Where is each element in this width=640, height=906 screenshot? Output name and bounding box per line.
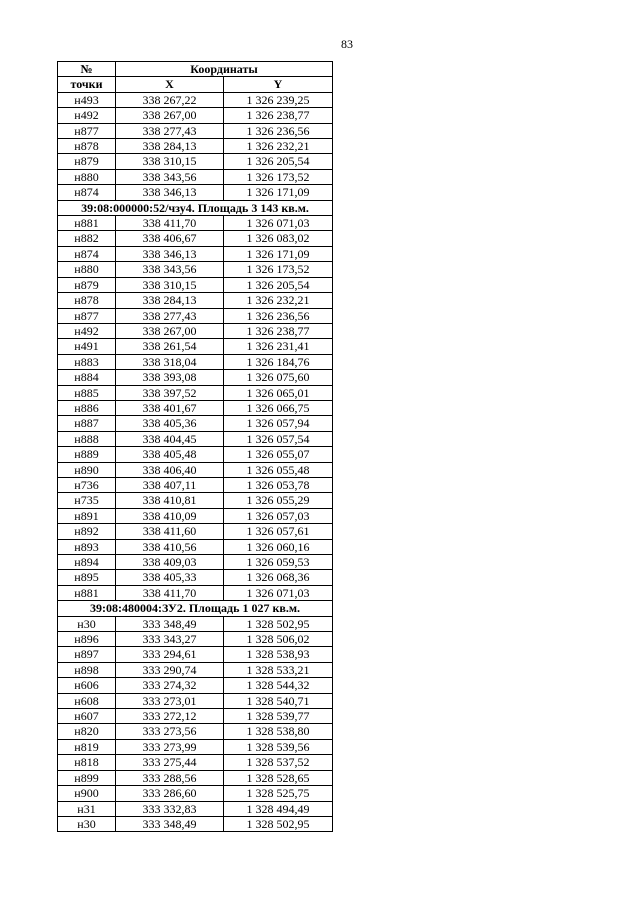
point-id-cell: н889	[58, 447, 116, 462]
x-coordinate-cell: 338 405,36	[116, 416, 224, 431]
y-coordinate-cell: 1 328 533,21	[224, 662, 333, 677]
point-id-cell: н491	[58, 339, 116, 354]
table-header	[58, 62, 333, 93]
table-row	[58, 447, 333, 462]
y-coordinate-cell: 1 326 055,07	[224, 447, 333, 462]
table-row	[58, 508, 333, 523]
table-row	[58, 108, 333, 123]
table-row	[58, 92, 333, 107]
table-row	[58, 400, 333, 415]
table-row	[58, 693, 333, 708]
x-coordinate-cell: 338 284,13	[116, 139, 224, 154]
point-id-cell: н820	[58, 724, 116, 739]
table-row	[58, 416, 333, 431]
y-coordinate-cell: 1 328 537,52	[224, 755, 333, 770]
x-coordinate-cell: 338 277,43	[116, 123, 224, 138]
y-coordinate-cell: 1 326 057,54	[224, 431, 333, 446]
y-coordinate-cell: 1 326 083,02	[224, 231, 333, 246]
section-row	[58, 601, 333, 616]
y-coordinate-cell: 1 328 539,56	[224, 739, 333, 754]
x-coordinate-cell: 338 393,08	[116, 370, 224, 385]
point-id-cell: н877	[58, 308, 116, 323]
y-coordinate-cell: 1 326 068,36	[224, 570, 333, 585]
x-coordinate-cell: 333 294,61	[116, 647, 224, 662]
table-row	[58, 616, 333, 631]
table-row	[58, 277, 333, 292]
x-coordinate-cell: 338 346,13	[116, 246, 224, 261]
x-coordinate-cell: 333 275,44	[116, 755, 224, 770]
x-coordinate-cell: 338 343,56	[116, 262, 224, 277]
y-coordinate-cell: 1 328 502,95	[224, 816, 333, 831]
point-id-cell: н890	[58, 462, 116, 477]
point-id-cell: н888	[58, 431, 116, 446]
point-id-cell: н877	[58, 123, 116, 138]
table-row	[58, 323, 333, 338]
y-coordinate-cell: 1 328 538,80	[224, 724, 333, 739]
y-coordinate-cell: 1 328 540,71	[224, 693, 333, 708]
y-coordinate-cell: 1 326 232,21	[224, 139, 333, 154]
point-id-cell: н896	[58, 632, 116, 647]
x-coordinate-cell: 338 261,54	[116, 339, 224, 354]
y-coordinate-cell: 1 326 171,09	[224, 185, 333, 200]
x-coordinate-cell: 333 273,99	[116, 739, 224, 754]
x-coordinate-cell: 338 310,15	[116, 154, 224, 169]
x-coordinate-cell: 338 401,67	[116, 400, 224, 415]
header-row-top	[58, 62, 333, 77]
point-id-cell: н818	[58, 755, 116, 770]
table-row	[58, 216, 333, 231]
y-coordinate-cell: 1 326 173,52	[224, 262, 333, 277]
point-number-header: №	[58, 62, 116, 77]
x-coordinate-cell: 333 273,56	[116, 724, 224, 739]
table-row	[58, 477, 333, 492]
table-row	[58, 385, 333, 400]
x-coordinate-cell: 333 272,12	[116, 709, 224, 724]
x-coordinate-cell: 338 411,60	[116, 524, 224, 539]
x-coordinate-cell: 333 343,27	[116, 632, 224, 647]
x-coordinate-cell: 338 406,67	[116, 231, 224, 246]
y-column-header: Y	[224, 77, 333, 92]
x-coordinate-cell: 338 406,40	[116, 462, 224, 477]
point-id-cell: н878	[58, 293, 116, 308]
point-id-cell: н898	[58, 662, 116, 677]
point-id-cell: н735	[58, 493, 116, 508]
table-row	[58, 647, 333, 662]
point-id-cell: н492	[58, 323, 116, 338]
point-id-cell: н606	[58, 678, 116, 693]
point-id-cell: н608	[58, 693, 116, 708]
y-coordinate-cell: 1 328 538,93	[224, 647, 333, 662]
point-id-cell: н893	[58, 539, 116, 554]
table-row	[58, 354, 333, 369]
x-coordinate-cell: 338 343,56	[116, 169, 224, 184]
table-row	[58, 539, 333, 554]
table-row	[58, 801, 333, 816]
point-id-cell: н878	[58, 139, 116, 154]
coordinates-table	[57, 61, 333, 832]
x-coordinate-cell: 338 346,13	[116, 185, 224, 200]
table-body	[58, 92, 333, 832]
y-coordinate-cell: 1 326 236,56	[224, 123, 333, 138]
point-id-cell: н900	[58, 786, 116, 801]
table-row	[58, 339, 333, 354]
y-coordinate-cell: 1 326 236,56	[224, 308, 333, 323]
y-coordinate-cell: 1 328 539,77	[224, 709, 333, 724]
coordinates-header: Координаты	[116, 62, 333, 77]
point-id-cell: н736	[58, 477, 116, 492]
table-row	[58, 293, 333, 308]
x-coordinate-cell: 338 405,33	[116, 570, 224, 585]
point-id-cell: н31	[58, 801, 116, 816]
table-row	[58, 169, 333, 184]
point-id-cell: н881	[58, 585, 116, 600]
x-coordinate-cell: 338 318,04	[116, 354, 224, 369]
point-id-cell: н880	[58, 169, 116, 184]
y-coordinate-cell: 1 326 055,29	[224, 493, 333, 508]
point-id-cell: н895	[58, 570, 116, 585]
y-coordinate-cell: 1 326 171,09	[224, 246, 333, 261]
x-coordinate-cell: 333 332,83	[116, 801, 224, 816]
table-row	[58, 370, 333, 385]
y-coordinate-cell: 1 326 238,77	[224, 323, 333, 338]
x-coordinate-cell: 333 286,60	[116, 786, 224, 801]
table-row	[58, 709, 333, 724]
y-coordinate-cell: 1 328 544,32	[224, 678, 333, 693]
point-id-cell: н607	[58, 709, 116, 724]
y-coordinate-cell: 1 328 506,02	[224, 632, 333, 647]
point-id-cell: н899	[58, 770, 116, 785]
y-coordinate-cell: 1 326 075,60	[224, 370, 333, 385]
x-coordinate-cell: 338 405,48	[116, 447, 224, 462]
x-coordinate-cell: 338 411,70	[116, 585, 224, 600]
y-coordinate-cell: 1 326 071,03	[224, 216, 333, 231]
table-row	[58, 431, 333, 446]
x-coordinate-cell: 338 267,22	[116, 92, 224, 107]
x-coordinate-cell: 338 409,03	[116, 555, 224, 570]
table-row	[58, 524, 333, 539]
y-coordinate-cell: 1 326 057,94	[224, 416, 333, 431]
table-row	[58, 231, 333, 246]
point-id-cell: н879	[58, 154, 116, 169]
y-coordinate-cell: 1 326 059,53	[224, 555, 333, 570]
table-row	[58, 678, 333, 693]
x-coordinate-cell: 333 348,49	[116, 616, 224, 631]
y-coordinate-cell: 1 326 057,03	[224, 508, 333, 523]
section-title: 39:08:000000:52/чзу4. Площадь 3 143 кв.м.	[58, 200, 333, 215]
point-id-cell: н874	[58, 185, 116, 200]
x-coordinate-cell: 338 404,45	[116, 431, 224, 446]
table-row	[58, 462, 333, 477]
point-id-cell: н30	[58, 816, 116, 831]
table-row	[58, 662, 333, 677]
point-id-cell: н819	[58, 739, 116, 754]
y-coordinate-cell: 1 326 065,01	[224, 385, 333, 400]
page-number: 83	[341, 37, 353, 51]
table-row	[58, 816, 333, 831]
y-coordinate-cell: 1 328 528,65	[224, 770, 333, 785]
x-coordinate-cell: 338 267,00	[116, 108, 224, 123]
table-row	[58, 786, 333, 801]
table-row	[58, 308, 333, 323]
y-coordinate-cell: 1 326 239,25	[224, 92, 333, 107]
point-id-cell: н880	[58, 262, 116, 277]
x-coordinate-cell: 338 410,09	[116, 508, 224, 523]
x-coordinate-cell: 333 274,32	[116, 678, 224, 693]
x-coordinate-cell: 338 267,00	[116, 323, 224, 338]
point-id-cell: н887	[58, 416, 116, 431]
y-coordinate-cell: 1 326 238,77	[224, 108, 333, 123]
table-row	[58, 770, 333, 785]
point-id-cell: н897	[58, 647, 116, 662]
table-row	[58, 555, 333, 570]
point-id-cell: н894	[58, 555, 116, 570]
x-coordinate-cell: 338 277,43	[116, 308, 224, 323]
point-id-cell: н881	[58, 216, 116, 231]
point-id-cell: н891	[58, 508, 116, 523]
y-coordinate-cell: 1 326 071,03	[224, 585, 333, 600]
y-coordinate-cell: 1 326 066,75	[224, 400, 333, 415]
y-coordinate-cell: 1 326 055,48	[224, 462, 333, 477]
point-id-cell: н884	[58, 370, 116, 385]
point-label-header: точки	[58, 77, 116, 92]
x-coordinate-cell: 338 284,13	[116, 293, 224, 308]
table-row	[58, 246, 333, 261]
y-coordinate-cell: 1 326 173,52	[224, 169, 333, 184]
table-row	[58, 139, 333, 154]
table-row	[58, 262, 333, 277]
header-row-bottom	[58, 77, 333, 92]
y-coordinate-cell: 1 326 232,21	[224, 293, 333, 308]
point-id-cell: н492	[58, 108, 116, 123]
y-coordinate-cell: 1 326 231,41	[224, 339, 333, 354]
point-id-cell: н493	[58, 92, 116, 107]
y-coordinate-cell: 1 326 184,76	[224, 354, 333, 369]
table-row	[58, 570, 333, 585]
y-coordinate-cell: 1 326 057,61	[224, 524, 333, 539]
table-row	[58, 123, 333, 138]
x-coordinate-cell: 338 407,11	[116, 477, 224, 492]
point-id-cell: н885	[58, 385, 116, 400]
point-id-cell: н883	[58, 354, 116, 369]
y-coordinate-cell: 1 326 205,54	[224, 154, 333, 169]
table-row	[58, 185, 333, 200]
x-coordinate-cell: 338 310,15	[116, 277, 224, 292]
x-coordinate-cell: 333 273,01	[116, 693, 224, 708]
x-coordinate-cell: 333 348,49	[116, 816, 224, 831]
x-coordinate-cell: 333 290,74	[116, 662, 224, 677]
point-id-cell: н882	[58, 231, 116, 246]
table-row	[58, 739, 333, 754]
y-coordinate-cell: 1 326 053,78	[224, 477, 333, 492]
y-coordinate-cell: 1 328 525,75	[224, 786, 333, 801]
x-coordinate-cell: 338 411,70	[116, 216, 224, 231]
point-id-cell: н892	[58, 524, 116, 539]
table-row	[58, 493, 333, 508]
x-coordinate-cell: 333 288,56	[116, 770, 224, 785]
point-id-cell: н30	[58, 616, 116, 631]
table-row	[58, 632, 333, 647]
point-id-cell: н886	[58, 400, 116, 415]
point-id-cell: н874	[58, 246, 116, 261]
x-coordinate-cell: 338 397,52	[116, 385, 224, 400]
table-row	[58, 724, 333, 739]
section-title: 39:08:480004:ЗУ2. Площадь 1 027 кв.м.	[58, 601, 333, 616]
table-row	[58, 585, 333, 600]
point-id-cell: н879	[58, 277, 116, 292]
y-coordinate-cell: 1 326 205,54	[224, 277, 333, 292]
y-coordinate-cell: 1 326 060,16	[224, 539, 333, 554]
y-coordinate-cell: 1 328 494,49	[224, 801, 333, 816]
table-row	[58, 755, 333, 770]
section-row	[58, 200, 333, 215]
table-row	[58, 154, 333, 169]
y-coordinate-cell: 1 328 502,95	[224, 616, 333, 631]
x-coordinate-cell: 338 410,81	[116, 493, 224, 508]
x-coordinate-cell: 338 410,56	[116, 539, 224, 554]
x-column-header: X	[116, 77, 224, 92]
